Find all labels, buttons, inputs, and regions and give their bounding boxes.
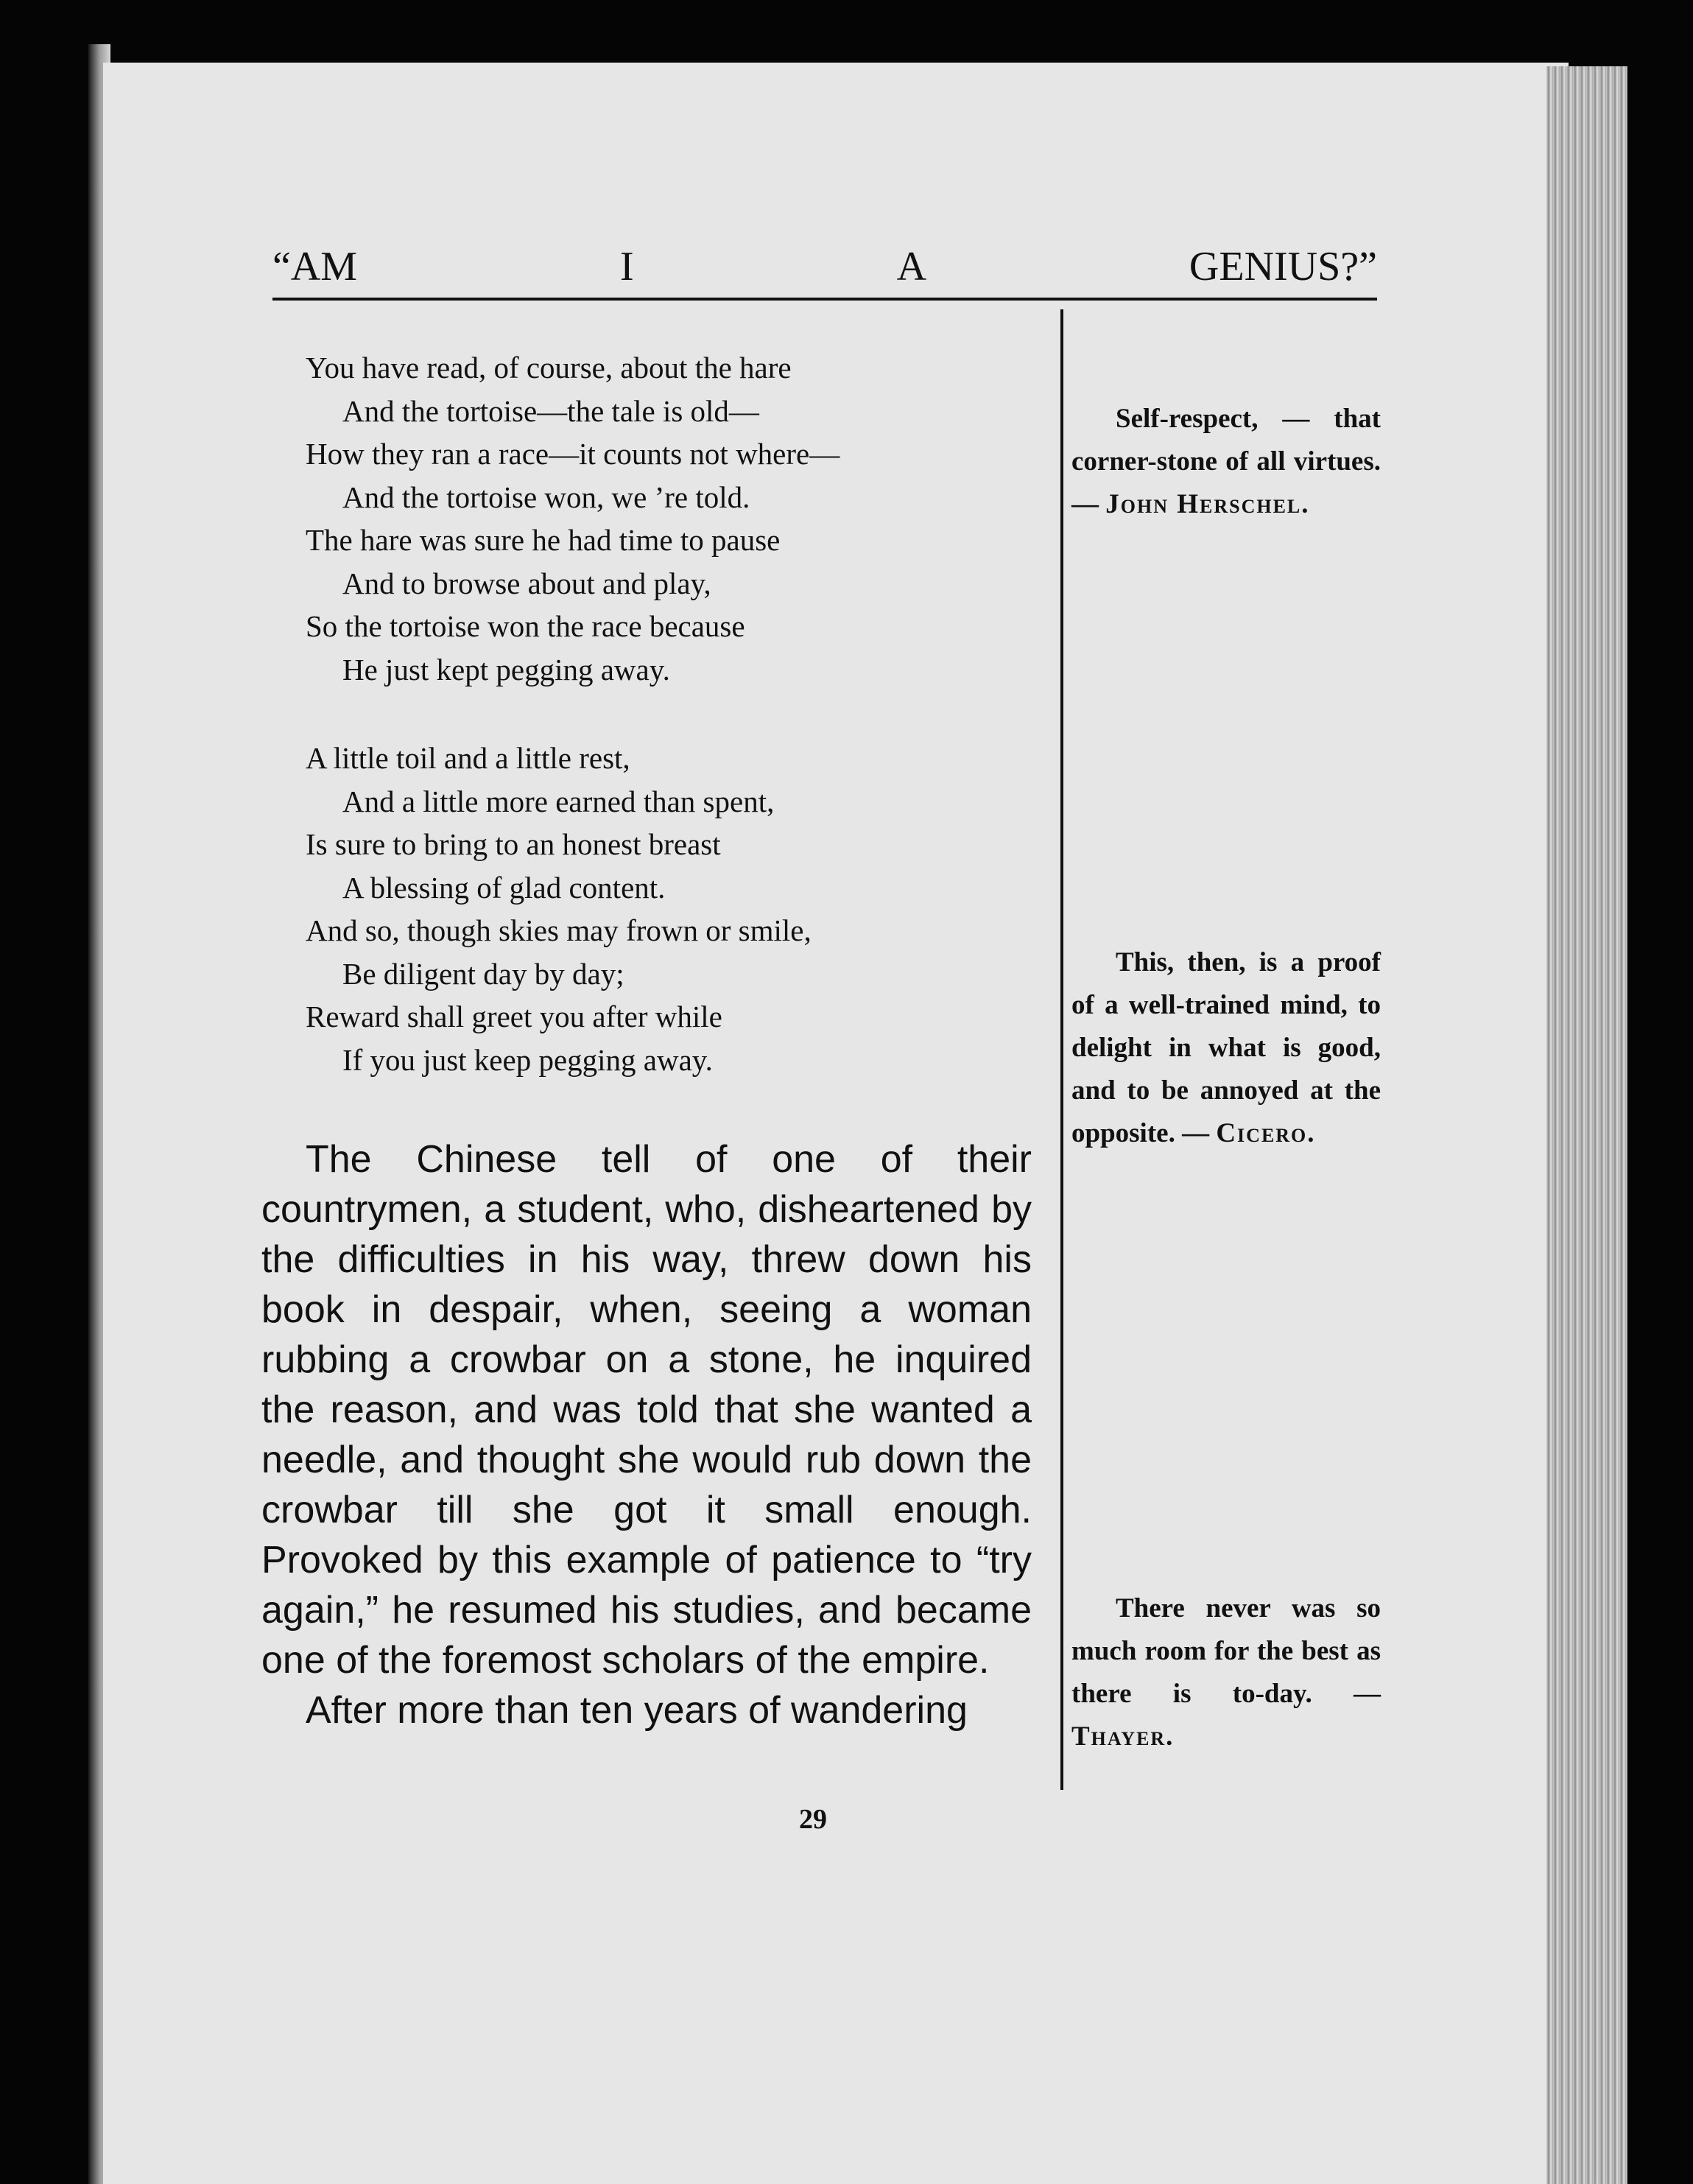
header-rule: [272, 298, 1377, 301]
poem-line: And the tortoise won, we ’re told.: [342, 480, 750, 514]
sidebar-quote-cicero: [1071, 941, 1381, 1155]
header-word-3: A: [896, 244, 927, 289]
running-header: [272, 243, 1377, 302]
poem-line: And so, though skies may frown or smile,: [306, 913, 812, 947]
poem-line: A little toil and a little rest,: [306, 741, 630, 775]
poem-line: And to browse about and play,: [342, 566, 711, 600]
quote-text: This, then, is a proof of a well-trained mind, to delight in what is good, and to be annoyed at the opposite. —: [1071, 947, 1381, 1148]
poem-line: And a little more earned than spent,: [342, 784, 775, 818]
quote-author: Cicero.: [1216, 1118, 1316, 1148]
poem-line: A blessing of glad content.: [342, 870, 666, 905]
poem-line: And the tortoise—the tale is old—: [342, 393, 759, 428]
header-word-2: I: [620, 244, 634, 289]
poem-line: He just kept pegging away.: [342, 652, 670, 687]
sidebar-quote-herschel: [1071, 398, 1381, 526]
page-edges-right: [1546, 66, 1627, 2184]
poem-line: You have read, of course, about the hare: [306, 351, 792, 385]
sidebar-quote-thayer: [1071, 1587, 1381, 1758]
quote-author: Thayer.: [1071, 1721, 1175, 1752]
poem-line: Reward shall greet you after while: [306, 1000, 722, 1033]
poem-line: Be diligent day by day;: [342, 956, 624, 991]
prose-body: [261, 1134, 1032, 1735]
column-divider: [1060, 309, 1063, 1790]
poem-line: The hare was sure he had time to pause: [306, 523, 781, 557]
poem-line: Is sure to bring to an honest breast: [306, 827, 721, 861]
quote-text: There never was so much room for the best as there is to-day. —: [1071, 1593, 1381, 1709]
poem-line: How they ran a race—it counts not where—: [306, 437, 840, 471]
poem-stanza-1: [306, 346, 1042, 691]
header-word-1: “AM: [272, 244, 358, 289]
header-word-4: GENIUS?”: [1189, 244, 1377, 289]
quote-text: Self-respect, — that corner-stone of all virtues. —: [1071, 404, 1381, 519]
prose-paragraph: After more than ten years of wandering: [306, 1689, 968, 1732]
quote-author: John Herschel.: [1105, 489, 1310, 519]
page-number: 29: [799, 1804, 827, 1835]
poem-stanza-2: [306, 737, 1042, 1081]
prose-paragraph: The Chinese tell of one of their countrymen, a student, who, disheartened by the difficulties in his way, threw down his book in despair, when, seeing a woman rubbing a crowbar on a stone, he inquired the reason, and was told that she wanted a needle, and thought she would rub down the crowbar till she got it small enough. Provoked by this example of patience to “try again,” he resumed his studies, and became one of the foremost scholars of the empire.: [261, 1138, 1032, 1682]
poem-line: If you just keep pegging away.: [342, 1042, 713, 1077]
poem-line: So the tortoise won the race because: [306, 609, 745, 643]
